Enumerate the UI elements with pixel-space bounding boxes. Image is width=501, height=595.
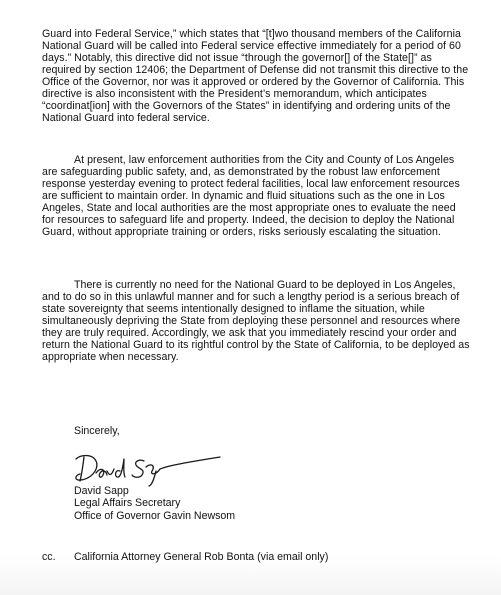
cc-recipient: California Attorney General Rob Bonta (via email only) bbox=[74, 551, 329, 563]
cc-label: cc. bbox=[42, 551, 56, 563]
letter-paragraph-3: There is currently no need for the National Guard to be deployed in Los Angeles, and to do so in this unlawful manner and for such a lengthy period is a serious breach of state sovereignty that seems intentionally designed to inflame the situation, while simultaneously depriving the State from deploying these personnel and resources where they are truly required. Accordingly, we ask that you immediately rescind your order and return the National Guard to its rightful control by the State of California, to be deployed as appropriate when necessary. bbox=[42, 279, 470, 364]
signer-title: Legal Affairs Secretary bbox=[74, 497, 181, 510]
letter-paragraph-2: At present, law enforcement authorities from the City and County of Los Angeles are safeguarding public safety, and, as demonstrated by the robust law enforcement response yesterday evening to protect federal facilities, local law enforcement resources are sufficient to maintain order. In dynamic and fluid situations such as the one in Los Angeles, State and local authorities are the most appropriate ones to evaluate the need for resources to safeguard life and property. Indeed, the decision to deploy the National Guard, without appropriate training or orders, risks seriously escalating the situation. bbox=[42, 154, 460, 239]
handwritten-signature bbox=[70, 447, 230, 487]
signer-block bbox=[74, 485, 235, 522]
signer-name: David Sapp bbox=[74, 485, 129, 497]
closing-salutation: Sincerely, bbox=[74, 425, 120, 437]
signer-office: Office of Governor Gavin Newsom bbox=[74, 509, 236, 522]
letter-paragraph-1: Guard into Federal Service,” which states that “[t]wo thousand members of the California National Guard will be called into Federal service effective immediately for a period of 60 days.” Notably, this directive did not issue “through the governor[] of the State[]” as required by section 12406; the Department of Defense did not transmit this directive to the Office of the Governor, nor was it approved or ordered by the Governor of California. This directive is also inconsistent with the President’s memorandum, which anticipates “coordinat[ion] with the Governors of the States” in identifying and ordering units of the National Guard into federal service. bbox=[42, 28, 469, 125]
